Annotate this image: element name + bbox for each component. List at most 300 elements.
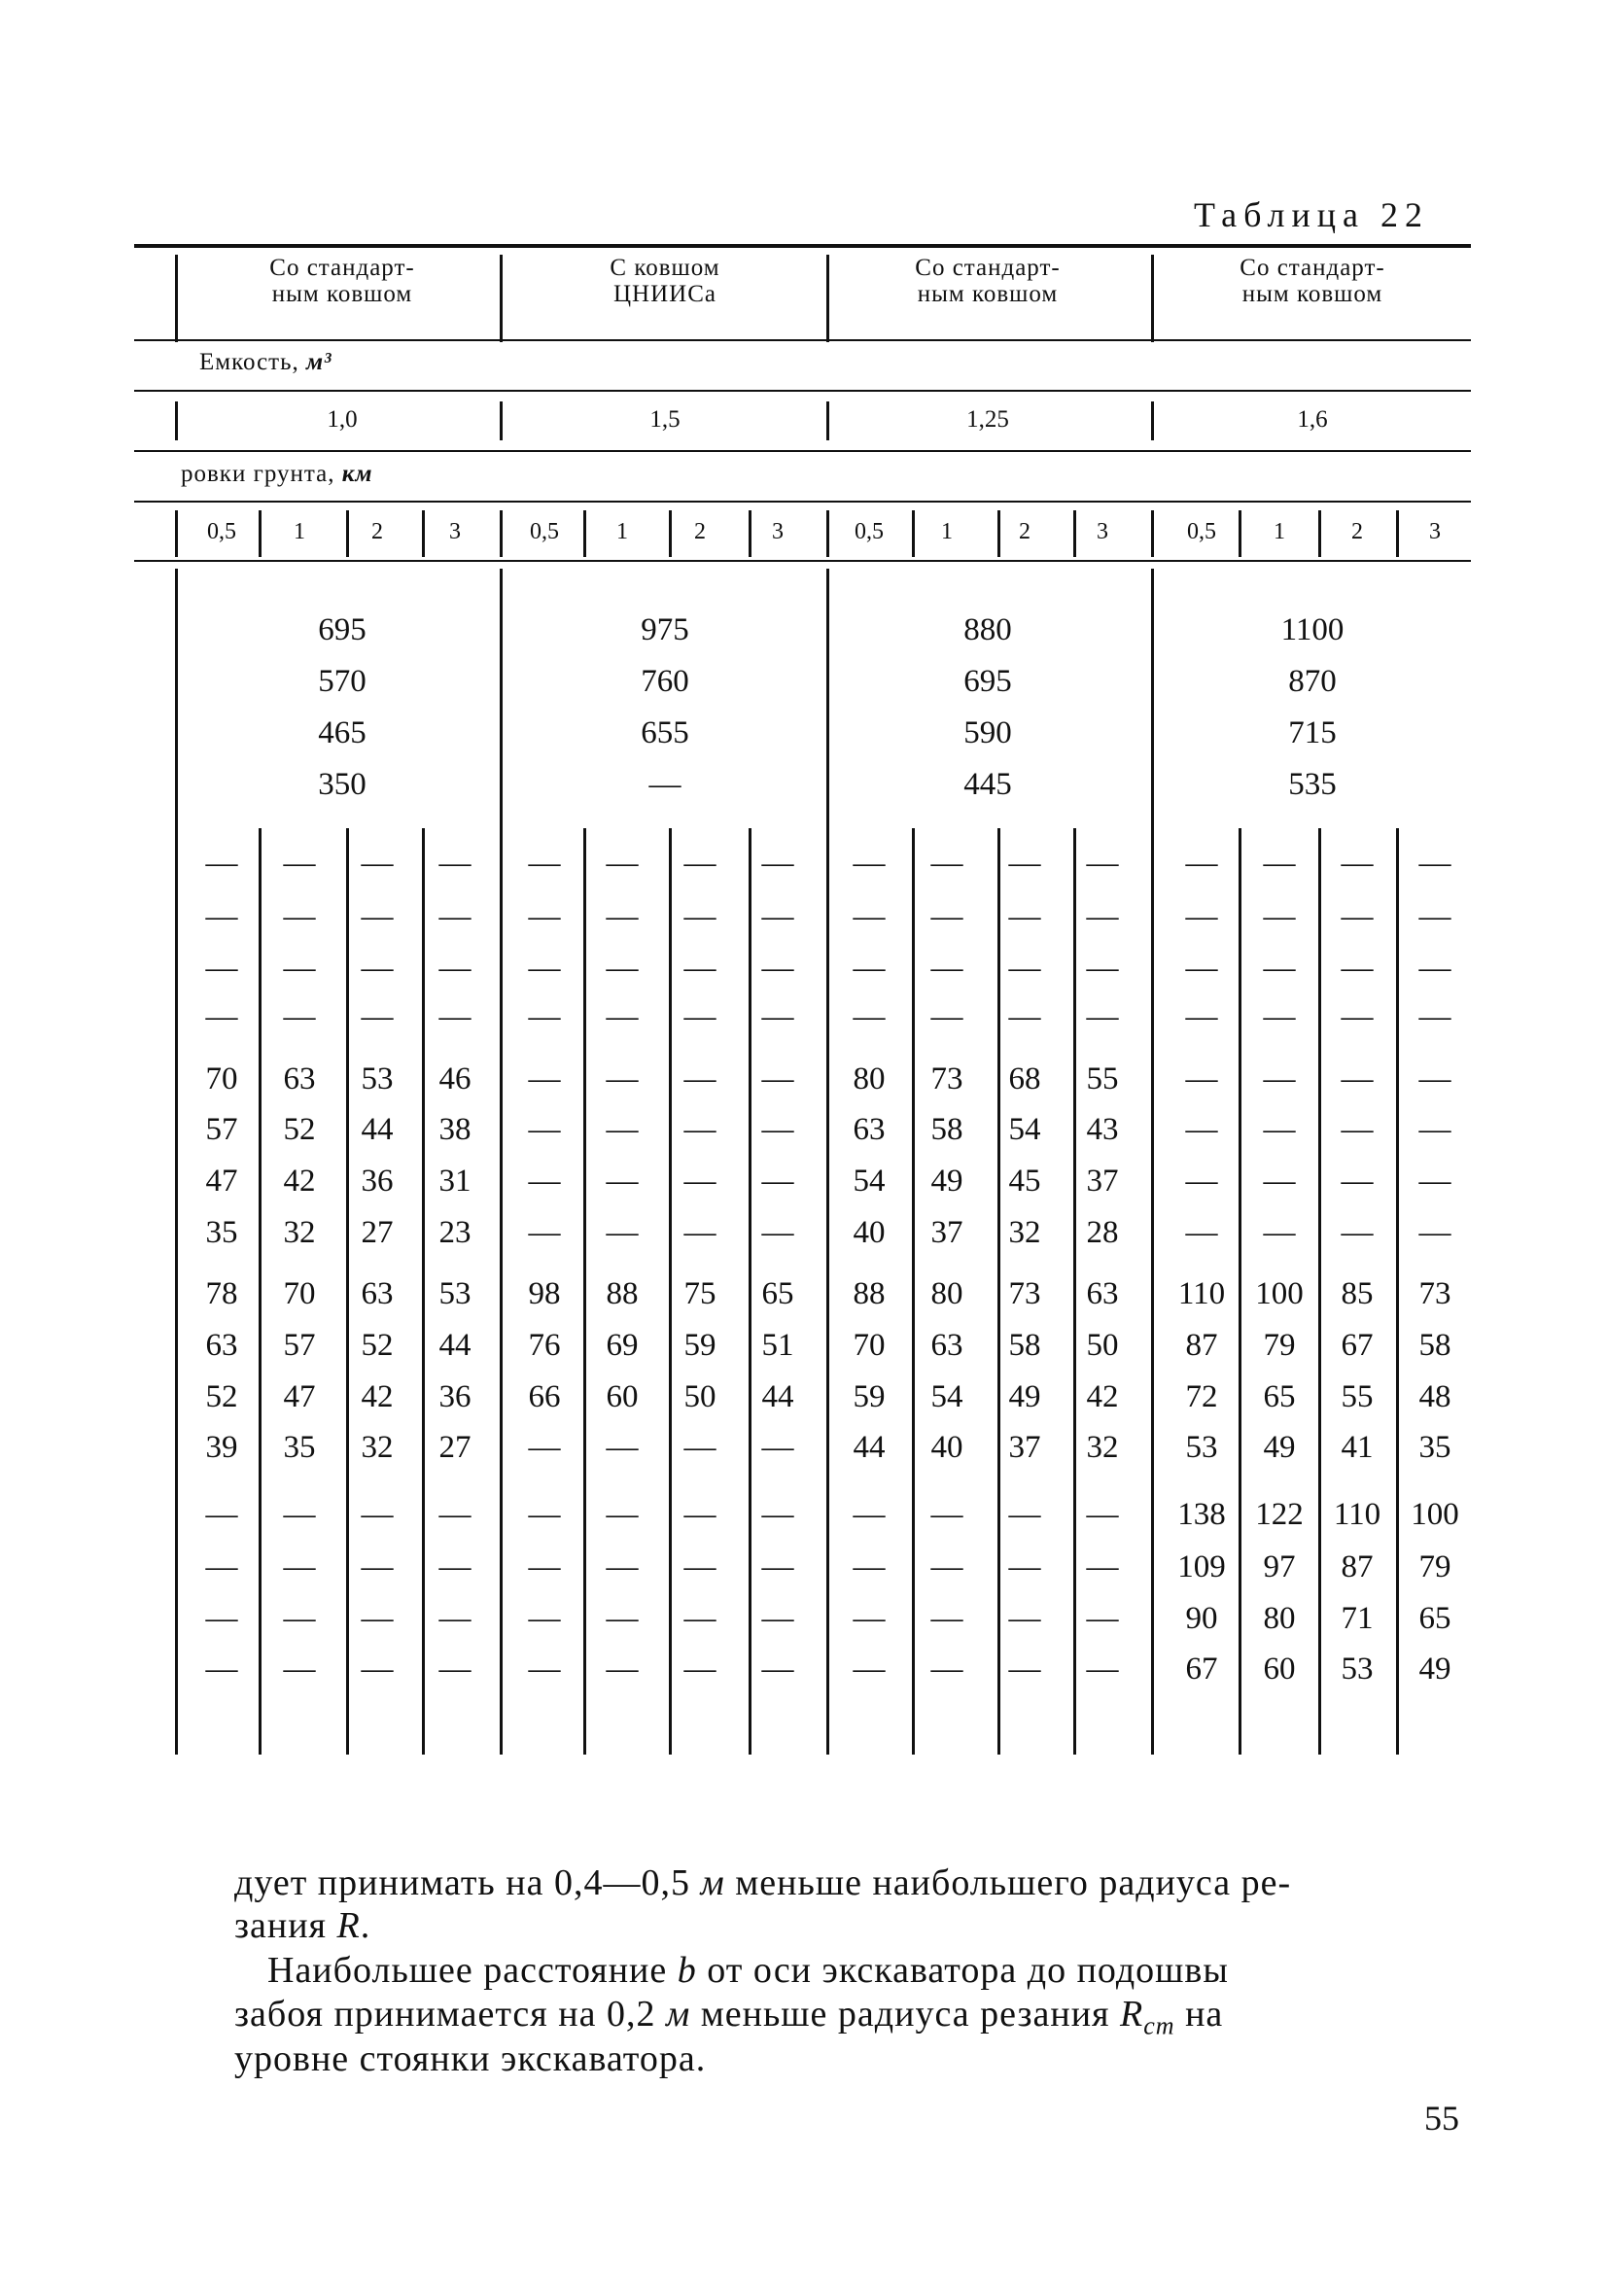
table-cell: — (438, 1652, 472, 1687)
table-cell: — (853, 1601, 886, 1636)
table-cell: 63 (361, 1276, 394, 1311)
table-cell: — (606, 899, 639, 934)
table-cell: 53 (438, 1276, 472, 1311)
table-cell: 47 (205, 1164, 238, 1199)
group-divider (175, 569, 178, 1755)
column-divider (749, 510, 751, 557)
table-cell: — (1185, 846, 1218, 881)
distance-header: 0,5 (855, 519, 884, 544)
table-cell: — (1263, 1112, 1296, 1147)
table-cell: — (1185, 1112, 1218, 1147)
table-cell: — (761, 1652, 794, 1687)
group-divider (826, 401, 829, 440)
table-cell: 49 (1263, 1430, 1296, 1465)
table-cell: — (853, 1497, 886, 1532)
paragraph-line: дует принимать на 0,4—0,5 м меньше наибольшего радиуса ре- (234, 1862, 1292, 1903)
table-cell: 53 (1341, 1652, 1374, 1687)
capacity-value: 1,6 (1297, 406, 1328, 433)
group-divider (500, 401, 503, 440)
table-cell: 45 (1008, 1164, 1041, 1199)
table-cell: — (438, 1497, 472, 1532)
distance-header: 2 (1019, 519, 1031, 544)
table-cell: 63 (283, 1061, 316, 1096)
table-cell: — (853, 999, 886, 1034)
table-cell: 100 (1411, 1497, 1459, 1532)
table-cell: 32 (1008, 1215, 1041, 1250)
capacity-label: Емкость, м³ (199, 349, 332, 375)
table-cell: 42 (361, 1379, 394, 1414)
table-cell: — (438, 1549, 472, 1584)
table-cell: 55 (1086, 1061, 1119, 1096)
table-cell: — (1086, 1549, 1119, 1584)
table-cell: 66 (528, 1379, 561, 1414)
table-cell: — (205, 1601, 238, 1636)
group-value: 695 (318, 612, 367, 647)
table-cell: — (606, 1061, 639, 1096)
group-title: С ковшом ЦНИИСа (610, 255, 720, 307)
table-cell: — (438, 951, 472, 986)
table-cell: 35 (1418, 1430, 1451, 1465)
column-divider (912, 510, 915, 557)
table-cell: 31 (438, 1164, 472, 1199)
table-cell: 79 (1418, 1549, 1451, 1584)
table-cell: — (683, 1652, 716, 1687)
group-value: 570 (318, 664, 367, 699)
column-divider (997, 510, 1000, 557)
table-cell: — (1086, 846, 1119, 881)
paragraph-line: забоя принимается на 0,2 м меньше радиуса резания $R_{ст}$ на (234, 1994, 1224, 2040)
table-cell: 28 (1086, 1215, 1119, 1250)
capacity-value: 1,5 (649, 406, 681, 433)
table-cell: 63 (1086, 1276, 1119, 1311)
group-value: 445 (963, 767, 1012, 802)
table-cell: 44 (853, 1430, 886, 1465)
table-cell: — (205, 951, 238, 986)
table-cell: 85 (1341, 1276, 1374, 1311)
table-cell: 40 (853, 1215, 886, 1250)
table-cell: 63 (853, 1112, 886, 1147)
table-cell: 110 (1177, 1276, 1226, 1311)
table-cell: 32 (1086, 1430, 1119, 1465)
capacity-rule (134, 450, 1471, 452)
table-cell: — (683, 846, 716, 881)
table-cell: — (1086, 999, 1119, 1034)
header-rule (134, 339, 1471, 341)
table-cell: — (361, 999, 394, 1034)
table-cell: — (761, 1549, 794, 1584)
group-divider (175, 510, 178, 557)
table-cell: 51 (761, 1328, 794, 1363)
table-cell: — (1418, 1061, 1451, 1096)
table-cell: — (1263, 951, 1296, 986)
capacity-value: 1,0 (327, 406, 358, 433)
table-cell: 63 (205, 1328, 238, 1363)
table-cell: 63 (930, 1328, 963, 1363)
table-cell: 40 (930, 1430, 963, 1465)
table-cell: — (438, 999, 472, 1034)
table-cell: — (205, 899, 238, 934)
table-cell: 65 (1418, 1601, 1451, 1636)
capacity-value: 1,25 (966, 406, 1009, 433)
table-cell: 109 (1177, 1549, 1226, 1584)
table-cell: — (283, 846, 316, 881)
column-divider (422, 510, 425, 557)
table-cell: 36 (438, 1379, 472, 1414)
table-cell: — (1341, 899, 1374, 934)
table-cell: 67 (1185, 1652, 1218, 1687)
table-caption: Таблица 22 (1194, 195, 1429, 234)
table-cell: — (1185, 1164, 1218, 1199)
table-cell: — (528, 846, 561, 881)
table-cell: — (683, 1164, 716, 1199)
table-cell: — (1185, 1061, 1218, 1096)
table-cell: — (1086, 1497, 1119, 1532)
table-cell: — (606, 951, 639, 986)
table-cell: — (528, 899, 561, 934)
distance-header: 3 (772, 519, 784, 544)
table-cell: — (683, 951, 716, 986)
distance-header: 1 (294, 519, 305, 544)
table-cell: 70 (283, 1276, 316, 1311)
table-cell: 54 (1008, 1112, 1041, 1147)
table-cell: 68 (1008, 1061, 1041, 1096)
table-cell: — (1008, 1652, 1041, 1687)
table-cell: — (1008, 899, 1041, 934)
distance-header: 2 (694, 519, 706, 544)
table-cell: — (1008, 846, 1041, 881)
table-cell: — (683, 899, 716, 934)
table-cell: — (930, 1549, 963, 1584)
group-value: 695 (963, 664, 1012, 699)
table-cell: 88 (606, 1276, 639, 1311)
distance-rule (134, 560, 1471, 562)
table-cell: — (853, 846, 886, 881)
table-cell: — (761, 899, 794, 934)
table-cell: — (205, 999, 238, 1034)
table-cell: — (683, 1549, 716, 1584)
table-cell: — (1185, 899, 1218, 934)
table-cell: — (528, 1549, 561, 1584)
table-cell: — (1086, 951, 1119, 986)
table-cell: — (606, 1549, 639, 1584)
group-divider (500, 510, 503, 557)
table-cell: — (761, 951, 794, 986)
table-cell: — (683, 1497, 716, 1532)
table-cell: — (761, 1601, 794, 1636)
group-value: 590 (963, 715, 1012, 750)
table-cell: — (1263, 899, 1296, 934)
paragraph-line: Наибольшее расстояние b от оси экскаватора до подошвы (267, 1950, 1229, 1991)
table-cell: — (761, 1215, 794, 1250)
table-cell: 79 (1263, 1328, 1296, 1363)
group-value: 975 (641, 612, 689, 647)
group-value: 760 (641, 664, 689, 699)
paragraph-line: уровне стоянки экскаватора. (234, 2038, 707, 2079)
table-cell: — (606, 1601, 639, 1636)
group-divider (175, 255, 178, 342)
table-cell: 78 (205, 1276, 238, 1311)
table-cell: 100 (1255, 1276, 1304, 1311)
table-cell: 57 (205, 1112, 238, 1147)
table-cell: — (606, 1112, 639, 1147)
table-cell: 59 (683, 1328, 716, 1363)
table-cell: — (683, 1215, 716, 1250)
column-divider (1073, 510, 1076, 557)
table-cell: 69 (606, 1328, 639, 1363)
table-cell: — (283, 1549, 316, 1584)
table-cell: — (853, 899, 886, 934)
table-cell: — (930, 1652, 963, 1687)
group-title: Со стандарт- ным ковшом (269, 255, 415, 307)
table-cell: 65 (761, 1276, 794, 1311)
group-divider (1151, 255, 1154, 342)
table-cell: — (606, 1215, 639, 1250)
table-cell: — (683, 1112, 716, 1147)
table-cell: — (1418, 1215, 1451, 1250)
page-number: 55 (1424, 2099, 1459, 2138)
table-cell: 32 (361, 1430, 394, 1465)
table-cell: 98 (528, 1276, 561, 1311)
table-cell: 88 (853, 1276, 886, 1311)
table-cell: — (361, 1601, 394, 1636)
table-cell: — (606, 1164, 639, 1199)
table-cell: 49 (1418, 1652, 1451, 1687)
table-cell: 38 (438, 1112, 472, 1147)
table-cell: 97 (1263, 1549, 1296, 1584)
table-cell: 37 (930, 1215, 963, 1250)
table-cell: 36 (361, 1164, 394, 1199)
distance-header: 0,5 (530, 519, 559, 544)
table-cell: 73 (930, 1061, 963, 1096)
table-cell: — (438, 899, 472, 934)
table-cell: — (1263, 1061, 1296, 1096)
table-cell: 87 (1185, 1328, 1218, 1363)
table-cell: — (1263, 1215, 1296, 1250)
table-cell: 52 (361, 1328, 394, 1363)
table-cell: — (1008, 999, 1041, 1034)
table-cell: — (361, 1497, 394, 1532)
table-cell: — (528, 999, 561, 1034)
table-cell: 71 (1341, 1601, 1374, 1636)
group-divider (826, 510, 829, 557)
table-cell: — (930, 999, 963, 1034)
table-cell: — (438, 1601, 472, 1636)
table-cell: — (205, 1497, 238, 1532)
table-cell: — (761, 999, 794, 1034)
group-value: 870 (1288, 664, 1337, 699)
group-value: 465 (318, 715, 367, 750)
table-cell: — (1418, 951, 1451, 986)
table-cell: 42 (283, 1164, 316, 1199)
table-cell: — (683, 1061, 716, 1096)
table-cell: — (1185, 999, 1218, 1034)
distance-header: 1 (616, 519, 628, 544)
table-cell: — (853, 1652, 886, 1687)
group-divider (826, 255, 829, 342)
table-cell: — (1263, 1164, 1296, 1199)
table-cell: 58 (1418, 1328, 1451, 1363)
table-cell: — (438, 846, 472, 881)
table-cell: 50 (1086, 1328, 1119, 1363)
table-cell: 55 (1341, 1379, 1374, 1414)
table-cell: — (683, 1601, 716, 1636)
distance-header: 1 (941, 519, 953, 544)
table-cell: — (361, 1652, 394, 1687)
table-cell: 53 (1185, 1430, 1218, 1465)
table-cell: — (283, 951, 316, 986)
table-cell: 70 (853, 1328, 886, 1363)
table-cell: — (205, 1652, 238, 1687)
table-cell: — (528, 951, 561, 986)
table-cell: 48 (1418, 1379, 1451, 1414)
table-cell: 37 (1008, 1430, 1041, 1465)
table-cell: — (528, 1112, 561, 1147)
table-cell: — (1341, 1164, 1374, 1199)
table-cell: — (528, 1652, 561, 1687)
table-cell: 70 (205, 1061, 238, 1096)
group-title: Со стандарт- ным ковшом (915, 255, 1061, 307)
table-cell: — (205, 1549, 238, 1584)
table-cell: — (606, 1430, 639, 1465)
group-value: — (648, 767, 681, 802)
paragraph-line: зания R. (234, 1905, 371, 1946)
table-cell: 27 (361, 1215, 394, 1250)
column-divider (259, 510, 262, 557)
table-cell: 80 (1263, 1601, 1296, 1636)
table-cell: — (361, 951, 394, 986)
table-cell: — (1341, 999, 1374, 1034)
table-cell: — (283, 1497, 316, 1532)
table-cell: — (1341, 951, 1374, 986)
distance-header: 2 (1351, 519, 1363, 544)
table-cell: — (1086, 1652, 1119, 1687)
group-divider (1151, 401, 1154, 440)
table-cell: 50 (683, 1379, 716, 1414)
table-cell: — (1086, 1601, 1119, 1636)
table-cell: 49 (930, 1164, 963, 1199)
table-cell: 122 (1255, 1497, 1304, 1532)
group-divider (175, 401, 178, 440)
table-cell: 60 (1263, 1652, 1296, 1687)
table-cell: — (930, 1601, 963, 1636)
table-cell: — (761, 1164, 794, 1199)
distance-header: 3 (1429, 519, 1441, 544)
table-cell: 59 (853, 1379, 886, 1414)
table-cell: — (930, 1497, 963, 1532)
table-cell: — (1263, 999, 1296, 1034)
table-cell: — (761, 1112, 794, 1147)
group-value: 715 (1288, 715, 1337, 750)
table-cell: — (283, 1652, 316, 1687)
table-cell: — (1341, 1061, 1374, 1096)
table-cell: — (528, 1601, 561, 1636)
table-cell: 80 (930, 1276, 963, 1311)
table-cell: 80 (853, 1061, 886, 1096)
distance-header: 0,5 (207, 519, 236, 544)
table-cell: — (528, 1061, 561, 1096)
table-cell: — (761, 1061, 794, 1096)
table-cell: 39 (205, 1430, 238, 1465)
table-cell: 52 (205, 1379, 238, 1414)
table-cell: 75 (683, 1276, 716, 1311)
table-cell: — (1008, 951, 1041, 986)
table-cell: — (528, 1164, 561, 1199)
table-cell: 110 (1333, 1497, 1381, 1532)
table-cell: — (1086, 899, 1119, 934)
table-cell: 58 (1008, 1328, 1041, 1363)
group-value: 535 (1288, 767, 1337, 802)
table-top-rule (134, 244, 1471, 248)
table-cell: — (1418, 1164, 1451, 1199)
table-cell: — (606, 846, 639, 881)
table-cell: — (853, 951, 886, 986)
table-cell: 57 (283, 1328, 316, 1363)
table-cell: — (528, 1430, 561, 1465)
column-divider (669, 510, 672, 557)
table-cell: — (853, 1549, 886, 1584)
table-cell: 46 (438, 1061, 472, 1096)
group-value: 1100 (1280, 612, 1345, 647)
table-cell: — (1263, 846, 1296, 881)
table-cell: — (761, 1497, 794, 1532)
table-cell: 23 (438, 1215, 472, 1250)
table-cell: — (1418, 899, 1451, 934)
table-cell: 41 (1341, 1430, 1374, 1465)
table-cell: — (1185, 1215, 1218, 1250)
group-value: 880 (963, 612, 1012, 647)
table-cell: — (1008, 1549, 1041, 1584)
table-cell: 54 (853, 1164, 886, 1199)
table-cell: — (1008, 1497, 1041, 1532)
table-cell: — (1418, 999, 1451, 1034)
table-cell: 58 (930, 1112, 963, 1147)
distance-header: 2 (371, 519, 383, 544)
table-cell: — (1341, 1112, 1374, 1147)
table-cell: 73 (1418, 1276, 1451, 1311)
table-cell: — (606, 1497, 639, 1532)
table-cell: — (283, 999, 316, 1034)
column-divider (1318, 510, 1321, 557)
table-cell: — (283, 899, 316, 934)
capacity-label-rule (134, 390, 1471, 392)
distance-header: 1 (1274, 519, 1285, 544)
table-cell: 27 (438, 1430, 472, 1465)
table-cell: — (1008, 1601, 1041, 1636)
distance-header: 3 (449, 519, 461, 544)
table-cell: — (528, 1497, 561, 1532)
table-cell: — (1341, 846, 1374, 881)
table-cell: 35 (283, 1430, 316, 1465)
table-cell: — (930, 899, 963, 934)
table-cell: — (528, 1215, 561, 1250)
table-cell: 53 (361, 1061, 394, 1096)
column-divider (583, 510, 586, 557)
table-cell: 44 (361, 1112, 394, 1147)
group-value: 655 (641, 715, 689, 750)
table-cell: 37 (1086, 1164, 1119, 1199)
table-cell: 73 (1008, 1276, 1041, 1311)
distance-label-rule (134, 501, 1471, 503)
table-cell: — (1418, 1112, 1451, 1147)
table-cell: 76 (528, 1328, 561, 1363)
table-cell: — (361, 899, 394, 934)
table-cell: 44 (761, 1379, 794, 1414)
column-divider (1239, 510, 1241, 557)
group-divider (1151, 510, 1154, 557)
table-cell: 52 (283, 1112, 316, 1147)
table-cell: 90 (1185, 1601, 1218, 1636)
table-cell: 138 (1177, 1497, 1226, 1532)
